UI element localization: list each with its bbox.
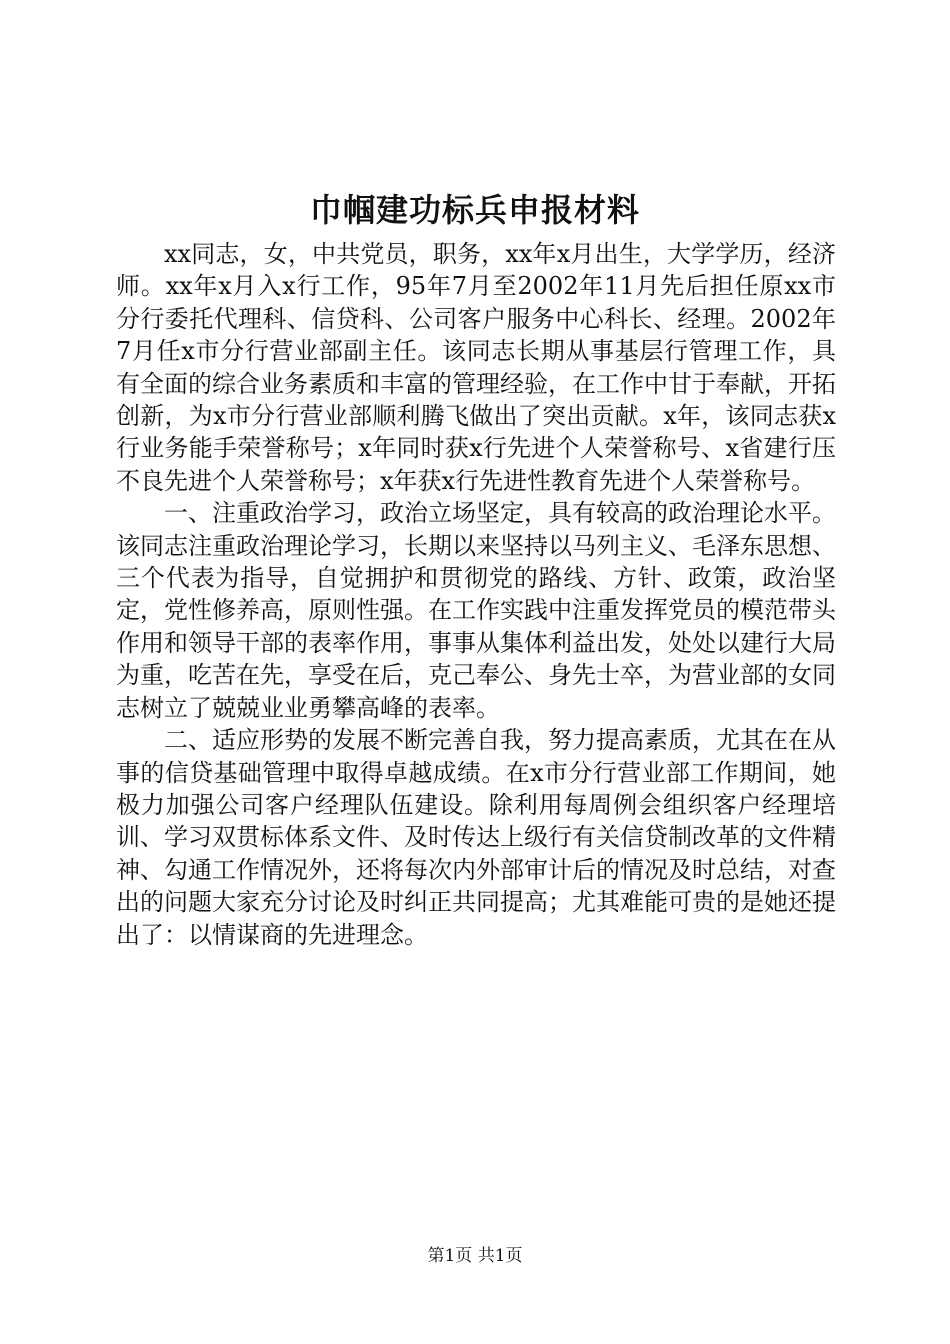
- paragraph-intro: xx同志，女，中共党员，职务，xx年x月出生，大学学历，经济师。xx年x月入x行工作，95年7月至2002年11月先后担任原xx市分行委托代理科、信贷科、公司客户服务中心科长、经理。2002年7月任x市分行营业部副主任。该同志长期从事基层行管理工作，具有全面的综合业务素质和丰富的管理经验，在工作中甘于奉献，开拓创新，为x市分行营业部顺利腾飞做出了突出贡献。x年，该同志获x行业务能手荣誉称号；x年同时获x行先进个人荣誉称号、x省建行压不良先进个人荣誉称号；x年获x行先进性教育先进个人荣誉称号。: [116, 240, 836, 495]
- page-footer: 第1页 共1页: [427, 1246, 523, 1266]
- paragraph-self-improvement: 二、适应形势的发展不断完善自我，努力提高素质，尤其在在从事的信贷基础管理中取得卓越成绩。在x市分行营业部工作期间，她极力加强公司客户经理队伍建设。除利用每周例会组织客户经理培训、学习双贯标体系文件、及时传达上级行有关信贷制改革的文件精神、勾通工作情况外，还将每次内外部审计后的情况及时总结，对查出的问题大家充分讨论及时纠正共同提高；尤其难能可贵的是她还提出了：以情谋商的先进理念。: [116, 726, 836, 949]
- document-title: 巾帼建功标兵申报材料: [309, 191, 640, 229]
- paragraph-political-study: 一、注重政治学习，政治立场坚定，具有较高的政治理论水平。该同志注重政治理论学习，长期以来坚持以马列主义、毛泽东思想、三个代表为指导，自觉拥护和贯彻党的路线、方针、政策，政治坚定，党性修养高，原则性强。在工作实践中注重发挥党员的模范带头作用和领导干部的表率作用，事事从集体利益出发，处处以建行大局为重，吃苦在先，享受在后，克己奉公、身先士卒，为营业部的女同志树立了兢兢业业勇攀高峰的表率。: [116, 499, 836, 722]
- document-body: [116, 238, 836, 951]
